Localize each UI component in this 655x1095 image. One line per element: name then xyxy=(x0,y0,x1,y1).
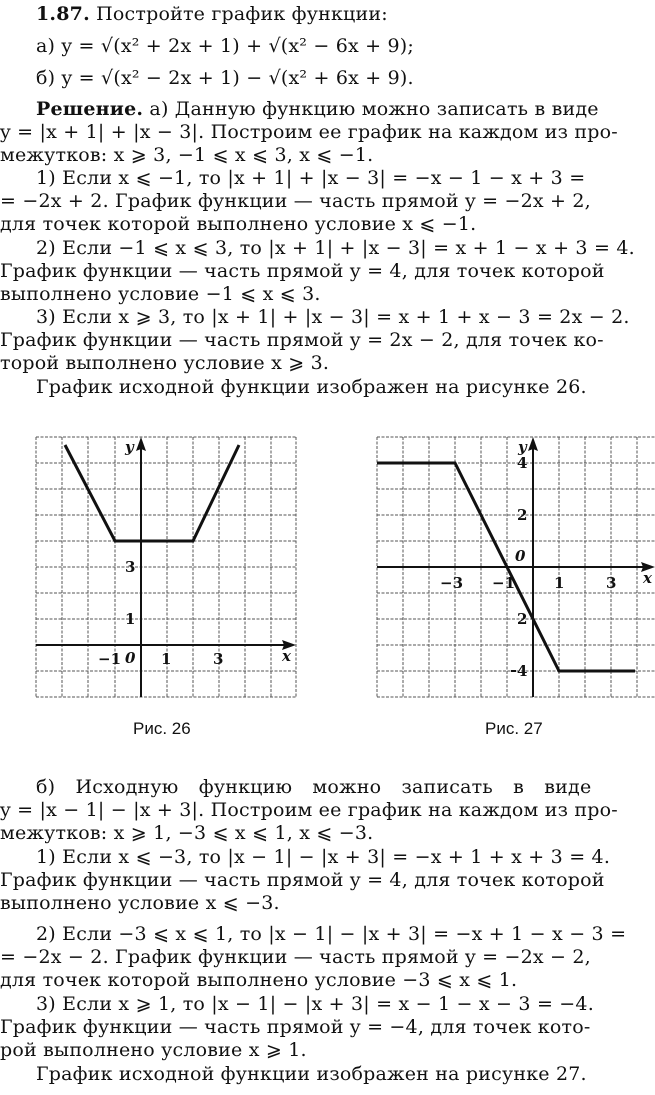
solution-label: Решение. xyxy=(36,98,144,120)
solution-b-line: межутков: x ⩾ 1, −3 ⩽ x ⩽ 1, x ⩽ −3. xyxy=(0,822,374,844)
solution-a-line: выполнено условие −1 ⩽ x ⩽ 3. xyxy=(0,283,321,305)
y-axis-label: y xyxy=(125,438,134,456)
solution-b-line: = −2x − 2. График функции — часть прямой y = −2x − 2, xyxy=(0,946,591,968)
solution-a-line: y = |x + 1| + |x − 3|. Построим ее график на каждом из про- xyxy=(0,121,618,143)
function-graph-a xyxy=(65,445,239,541)
solution-a-conclusion: График исходной функции изображен на рисунке 26. xyxy=(36,376,587,398)
y-tick-label: 2 xyxy=(517,610,528,628)
problem-part-b: б) y = √(x² − 2x + 1) − √(x² + 6x + 9). xyxy=(36,67,414,89)
y-tick-label: 2 xyxy=(517,506,528,524)
origin-label: 0 xyxy=(125,649,136,667)
solution-b-line: выполнено условие x ⩽ −3. xyxy=(0,892,280,914)
figure-27-caption: Рис. 27 xyxy=(485,719,543,738)
x-axis-label: x xyxy=(282,647,291,665)
solution-a-line: График функции — часть прямой y = 2x − 2, для точек ко- xyxy=(0,329,604,351)
solution-a-case-3: 3) Если x ⩾ 3, то |x + 1| + |x − 3| = x + 1 + x − 3 = 2x − 2. xyxy=(36,306,630,328)
solution-b-conclusion: График исходной функции изображен на рисунке 27. xyxy=(36,1063,587,1085)
solution-a-line: = −2x + 2. График функции — часть прямой y = −2x + 2, xyxy=(0,190,591,212)
solution-a-line: а) Данную функцию можно записать в виде xyxy=(143,98,599,120)
solution-a-intro xyxy=(36,97,599,121)
solution-b-line: График функции — часть прямой y = 4, для точек которой xyxy=(0,869,605,891)
solution-a-line: торой выполнено условие x ⩾ 3. xyxy=(0,352,330,374)
x-tick-label: 3 xyxy=(606,574,617,592)
solution-a-line: межутков: x ⩾ 3, −1 ⩽ x ⩽ 3, x ⩽ −1. xyxy=(0,144,374,166)
solution-a-line: для точек которой выполнено условие x ⩽ −1. xyxy=(0,213,477,235)
figure-26-graph xyxy=(0,420,330,720)
solution-b-case-2: 2) Если −3 ⩽ x ⩽ 1, то |x − 1| − |x + 3| = −x + 1 − x − 3 = xyxy=(36,923,627,945)
solution-a-case-1: 1) Если x ⩽ −1, то |x + 1| + |x − 3| = −x − 1 − x + 3 = xyxy=(36,167,586,189)
x-tick-label: −1 xyxy=(492,574,516,592)
solution-b-case-1: 1) Если x ⩽ −3, то |x − 1| − |x + 3| = −x + 1 + x + 3 = 4. xyxy=(36,846,611,868)
y-axis-label: y xyxy=(518,438,527,456)
problem-number: 1.87. xyxy=(36,3,90,25)
solution-a-line: График функции — часть прямой y = 4, для точек которой xyxy=(0,260,605,282)
figure-27-graph xyxy=(330,420,655,720)
solution-b-line: для точек которой выполнено условие −3 ⩽ x ⩽ 1. xyxy=(0,969,518,991)
solution-b-intro: б) Исходную функцию можно записать в виде xyxy=(36,776,592,798)
y-axis-arrow-icon xyxy=(528,437,538,451)
x-tick-label: 3 xyxy=(213,650,224,668)
x-tick-label: 1 xyxy=(161,650,172,668)
problem-part-a: а) y = √(x² + 2x + 1) + √(x² − 6x + 9); xyxy=(36,35,415,57)
solution-a-case-2: 2) Если −1 ⩽ x ⩽ 3, то |x + 1| + |x − 3| = x + 1 − x + 3 = 4. xyxy=(36,237,635,259)
y-tick-label: 4 xyxy=(517,662,528,680)
solution-b-line: График функции — часть прямой y = −4, для точек кото- xyxy=(0,1016,591,1038)
x-tick-label: −3 xyxy=(440,574,464,592)
y-tick-label: 3 xyxy=(125,558,136,576)
solution-b-line: y = |x − 1| − |x + 3|. Построим ее график на каждом из про- xyxy=(0,799,618,821)
problem-header xyxy=(36,2,388,26)
origin-label: 0 xyxy=(515,547,526,565)
solution-b-case-3: 3) Если x ⩾ 1, то |x − 1| − |x + 3| = x − 1 − x − 3 = −4. xyxy=(36,993,594,1015)
solution-b-line: рой выполнено условие x ⩾ 1. xyxy=(0,1039,307,1061)
problem-title: Постройте график функции: xyxy=(96,3,388,25)
x-axis-label: x xyxy=(643,569,652,587)
figure-26-caption: Рис. 26 xyxy=(133,719,191,738)
x-tick-label: −1 xyxy=(98,650,122,668)
y-axis-arrow-icon xyxy=(136,437,146,451)
x-tick-label: 1 xyxy=(554,574,565,592)
y-tick-label: 4 xyxy=(517,454,528,472)
y-tick-label: 1 xyxy=(125,610,136,628)
